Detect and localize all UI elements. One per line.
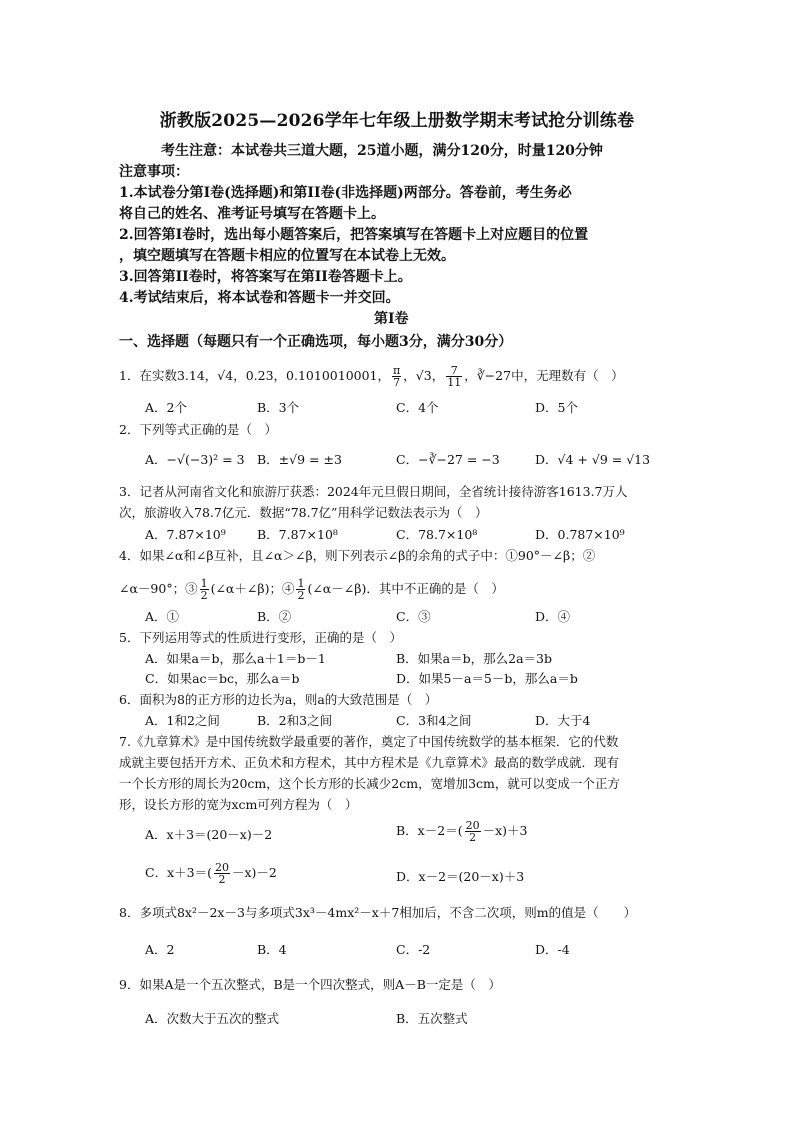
q6-option-a: A．1和2之间 [145, 713, 220, 728]
q7-option-d: D．x－2＝(20－x)＋3 [396, 869, 525, 884]
q5-option-b: B．如果a＝b，那么2a＝3b [396, 651, 553, 666]
question-9-stem: 9．如果A是一个五次整式，B是一个四次整式，则A－B一定是（ ） [119, 977, 501, 992]
question-4-line: ∠α－90°；③ $\frac{1}{2}$ (∠α＋∠β)；④ $\frac{1}{2}$ (∠α－∠β)．其中不正确的是（ ） [119, 577, 504, 602]
q8-option-c: C．-2 [396, 942, 431, 957]
question-4-line: 4．如果∠α和∠β互补，且∠α＞∠β，则下列表示∠β的余角的式子中：①90°－∠β；② [119, 548, 596, 563]
question-7-line: 形，设长方形的宽为xcm可列方程为（ ） [119, 797, 358, 812]
twenty-halves: $\frac{20}{2}$ [214, 861, 229, 886]
question-7-line: 成就主要包括开方术、正负术和方程术，其中方程术是《九章算术》最高的数学成就．现有 [119, 755, 620, 770]
q2-option-c: C．−∛−27 = −3 [396, 452, 500, 467]
notice-line: 4.考试结束后，将本试卷和答题卡一并交回。 [119, 290, 400, 306]
q1-option-b: B．3个 [257, 400, 300, 415]
exam-note: 考生注意：本试卷共三道大题，25道小题，满分120分，时量120分钟 [161, 143, 603, 159]
q4-option-a: A．① [145, 609, 180, 624]
q5-option-a: A．如果a＝b，那么a＋1＝b－1 [145, 651, 326, 666]
q8-option-b: B．4 [257, 942, 287, 957]
q3-option-c: C．78.7×10⁸ [396, 527, 478, 542]
q2-option-d: D．√4 + √9 = √13 [535, 452, 651, 467]
question-3-line: 3．记者从河南省文化和旅游厅获悉：2024年元旦假日期间，全省统计接待游客1613.7万人 [119, 484, 628, 499]
q5-option-d: D．如果5－a＝5－b，那么a＝b [396, 671, 578, 686]
twenty-halves: $\frac{20}{2}$ [465, 819, 480, 844]
notice-line: 3.回答第II卷时，将答案写在第II卷答题卡上。 [119, 269, 412, 285]
half-fraction: $\frac{1}{2}$ [200, 577, 208, 602]
question-6-stem: 6．面积为8的正方形的边长为a，则a的大致范围是（ ） [119, 692, 438, 707]
q3-option-b: B．7.87×10⁸ [257, 527, 338, 542]
seven-elevenths: $\frac{7}{11}$ [447, 364, 462, 389]
question-7-line: 一个长方形的周长为20cm，这个长方形的长减少2cm，宽增加3cm，就可以变成一个正方 [119, 776, 620, 791]
q3-option-a: A．7.87×10⁹ [145, 527, 226, 542]
volume-label: 第Ⅰ卷 [374, 311, 409, 327]
q6-option-b: B．2和3之间 [257, 713, 333, 728]
question-3-line: 次，旅游收入78.7亿元．数据“78.7亿”用科学记数法表示为（ ） [119, 505, 488, 520]
q2-option-b: B．±√9 = ±3 [257, 452, 342, 467]
q3-option-d: D．0.787×10⁹ [535, 527, 625, 542]
question-1-stem: 1．在实数3.14，√4，0.23，0.1010010001， $\frac{\pi}{7}$ ，√3， $\frac{7}{11}$ ，∛−27中，无理数有（ ） [119, 364, 624, 389]
q6-option-c: C．3和4之间 [396, 713, 472, 728]
exam-title: 浙教版2025—2026学年七年级上册数学期末考试抢分训练卷 [159, 111, 635, 131]
q1-option-d: D．5个 [535, 400, 578, 415]
q8-option-d: D．-4 [535, 942, 570, 957]
notice-line: 2.回答第Ⅰ卷时，选出每小题答案后，把答案填写在答题卡上对应题目的位置 [119, 227, 589, 243]
pi-fraction: $\frac{\pi}{7}$ [393, 364, 401, 389]
q4-option-c: C．③ [396, 609, 431, 624]
q7-option-b: B．x－2＝( $\frac{20}{2}$ －x)＋3 [396, 819, 528, 844]
q1-option-a: A．2个 [145, 400, 187, 415]
question-2-stem: 2．下列等式正确的是（ ） [119, 422, 277, 437]
question-5-stem: 5．下列运用等式的性质进行变形，正确的是（ ） [119, 630, 402, 645]
q9-option-b: B．五次整式 [396, 1011, 468, 1026]
q8-option-a: A．2 [145, 942, 175, 957]
q4-option-d: D．④ [535, 609, 571, 624]
q1-option-c: C．4个 [396, 400, 439, 415]
question-7-line: 7.《九章算术》是中国传统数学最重要的著作，奠定了中国传统数学的基本框架．它的代数 [119, 734, 619, 749]
notice-line: 将自己的姓名、准考证号填写在答题卡上。 [119, 206, 385, 222]
q7-option-a: A．x＋3＝(20－x)－2 [145, 827, 273, 842]
notice-heading: 注意事项： [119, 164, 189, 180]
q6-option-d: D．大于4 [535, 713, 591, 728]
q4-option-b: B．② [257, 609, 292, 624]
question-8-stem: 8．多项式8x²－2x－3与多项式3x³－4mx²－x＋7相加后，不含二次项，则m的值是（ ） [119, 905, 637, 920]
q7-option-c: C．x＋3＝( $\frac{20}{2}$ －x)－2 [145, 861, 277, 886]
notice-line: ，填空题填写在答题卡相应的位置写在本试卷上无效。 [119, 248, 455, 264]
q9-option-a: A．次数大于五次的整式 [145, 1011, 280, 1026]
half-fraction: $\frac{1}{2}$ [297, 577, 305, 602]
section-title: 一、选择题（每题只有一个正确选项，每小题3分，满分30分） [119, 334, 513, 350]
q2-option-a: A．−√(−3)² = 3 [145, 452, 245, 467]
notice-line: 1.本试卷分第Ⅰ卷(选择题)和第II卷(非选择题)两部分。答卷前，考生务必 [119, 185, 572, 201]
q5-option-c: C．如果ac＝bc，那么a＝b [145, 671, 300, 686]
